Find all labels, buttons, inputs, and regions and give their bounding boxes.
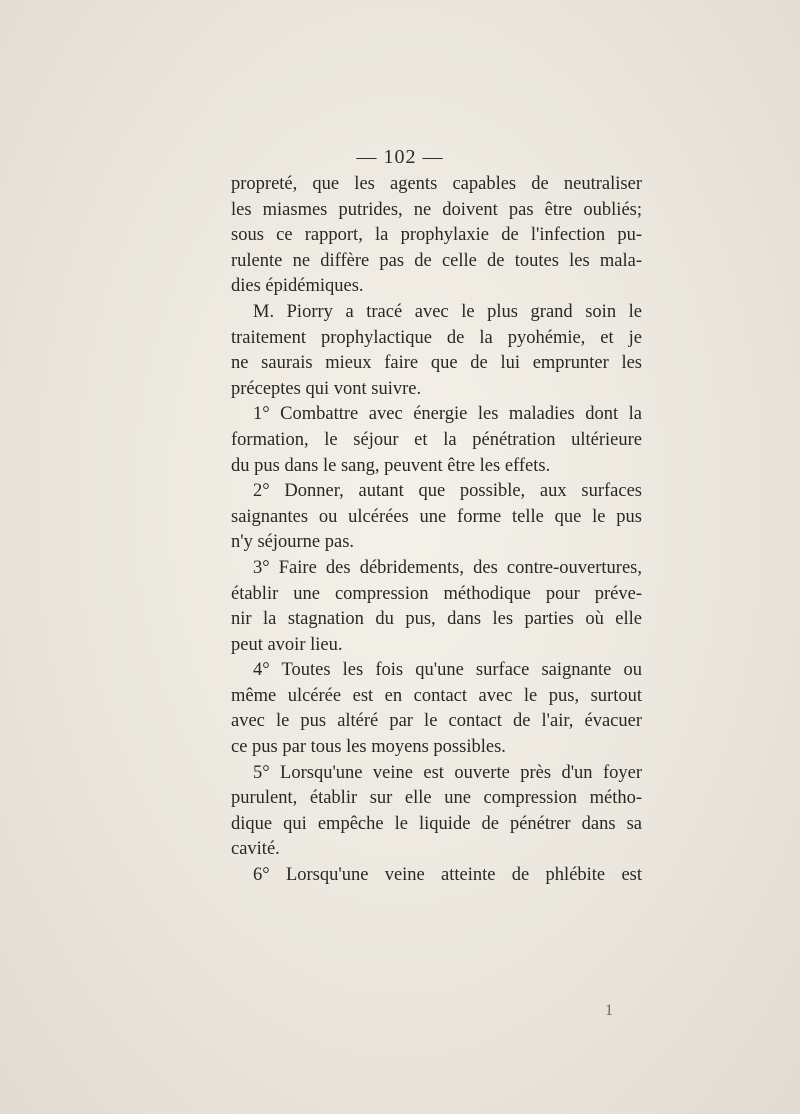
text-line: 6° Lorsqu'une veine atteinte de phlébite est	[253, 865, 642, 886]
signature-mark: 1	[605, 1002, 613, 1019]
text-line: ne saurais mieux faire que de lui emprunter les	[231, 353, 642, 374]
text-line: du pus dans le sang, peuvent être les effets.	[231, 455, 551, 476]
page-number: — 102 —	[356, 146, 444, 168]
text-line: même ulcérée est en contact avec le pus, surtout	[231, 685, 642, 706]
text-line: ce pus par tous les moyens possibles.	[231, 737, 506, 758]
text-line: établir une compression méthodique pour préve-	[231, 583, 642, 604]
text-line: avec le pus altéré par le contact de l'air, évacuer	[231, 711, 642, 732]
text-line: saignantes ou ulcérées une forme telle que le pus	[231, 506, 642, 527]
text-line: traitement prophylactique de la pyohémie, et je	[231, 327, 642, 348]
text-line: formation, le séjour et la pénétration ultérieure	[231, 429, 642, 450]
text-line: sous ce rapport, la prophylaxie de l'infection pu-	[231, 225, 642, 246]
text-line: 4° Toutes les fois qu'une surface saignante ou	[253, 660, 642, 681]
text-line: peut avoir lieu.	[231, 634, 343, 655]
text-line: les miasmes putrides, ne doivent pas être oubliés;	[231, 199, 642, 220]
text-line: dies épidémiques.	[231, 276, 364, 297]
text-line: dique qui empêche le liquide de pénétrer dans sa	[231, 813, 642, 834]
text-line: 5° Lorsqu'une veine est ouverte près d'un foyer	[253, 762, 642, 783]
text-line: cavité.	[231, 839, 280, 860]
text-line: préceptes qui vont suivre.	[231, 378, 422, 399]
text-line: n'y séjourne pas.	[231, 532, 355, 553]
body-text	[231, 172, 642, 889]
text-line: 1° Combattre avec énergie les maladies dont la	[253, 404, 642, 425]
text-line: rulente ne diffère pas de celle de toutes les mala-	[231, 250, 642, 271]
text-line: purulent, établir sur elle une compression métho-	[231, 788, 642, 809]
text-line: nir la stagnation du pus, dans les parties où elle	[231, 609, 642, 630]
text-line: propreté, que les agents capables de neutraliser	[231, 174, 642, 194]
text-line: 2° Donner, autant que possible, aux surfaces	[253, 481, 642, 502]
text-line: 3° Faire des débridements, des contre-ouvertures,	[253, 557, 642, 578]
text-line: M. Piorry a tracé avec le plus grand soin le	[253, 301, 642, 322]
